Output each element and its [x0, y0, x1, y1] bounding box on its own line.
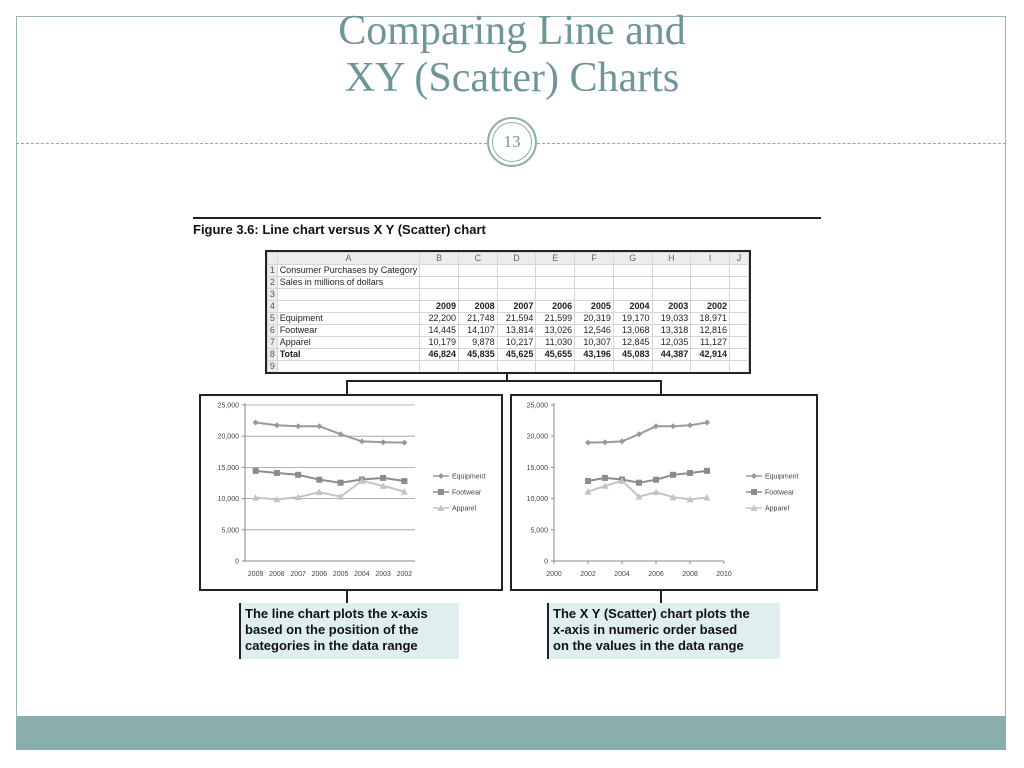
- data-point: [253, 419, 259, 425]
- y-tick-label: 10,000: [526, 496, 548, 504]
- column-header[interactable]: H: [652, 253, 691, 265]
- table-cell[interactable]: [458, 361, 497, 373]
- row-header[interactable]: 8: [268, 349, 278, 361]
- x-tick-label: 2002: [580, 571, 596, 578]
- data-point: [295, 423, 301, 429]
- line-callout-line-2: based on the position of the: [245, 622, 419, 637]
- x-tick-label: 2003: [375, 571, 391, 578]
- y-tick-label: 25,000: [526, 402, 548, 410]
- table-cell[interactable]: 10,179: [420, 337, 459, 349]
- table-cell[interactable]: [458, 265, 497, 277]
- data-point: [295, 472, 301, 478]
- table-cell[interactable]: [613, 265, 652, 277]
- table-cell[interactable]: [575, 289, 614, 301]
- slide-title: [0, 8, 1024, 102]
- scatter-callout-line-1: The X Y (Scatter) chart plots the: [553, 606, 750, 621]
- table-cell[interactable]: Total: [277, 349, 420, 361]
- y-tick-label: 0: [544, 558, 548, 566]
- row-header[interactable]: 2: [268, 277, 278, 289]
- table-cell[interactable]: Footwear: [277, 325, 420, 337]
- data-point: [653, 477, 659, 483]
- y-tick-label: 5,000: [221, 527, 239, 535]
- table-cell[interactable]: [277, 289, 420, 301]
- table-cell[interactable]: [730, 325, 749, 337]
- data-point: [359, 438, 365, 444]
- table-row: [268, 337, 749, 349]
- table-cell[interactable]: 20,319: [575, 313, 614, 325]
- table-cell[interactable]: 21,599: [536, 313, 575, 325]
- table-cell[interactable]: 2008: [458, 301, 497, 313]
- column-header[interactable]: B: [420, 253, 459, 265]
- table-cell[interactable]: [730, 289, 749, 301]
- table-cell[interactable]: 18,971: [691, 313, 730, 325]
- line-chart-panel: [199, 394, 503, 591]
- x-tick-label: 2006: [311, 571, 328, 578]
- bracket-right-leg: [660, 380, 662, 394]
- table-row: [268, 361, 749, 373]
- legend-marker: [438, 473, 444, 479]
- series-line: [256, 481, 405, 500]
- x-tick-label: 2008: [269, 571, 285, 578]
- table-cell[interactable]: [730, 265, 749, 277]
- column-header[interactable]: J: [730, 253, 749, 265]
- table-cell[interactable]: [613, 277, 652, 289]
- table-cell[interactable]: 13,814: [497, 325, 536, 337]
- data-point: [401, 440, 407, 446]
- table-cell[interactable]: [497, 277, 536, 289]
- table-cell[interactable]: 45,083: [613, 349, 652, 361]
- scatter-callout-line-3: on the values in the data range: [553, 638, 744, 653]
- row-header[interactable]: 3: [268, 289, 278, 301]
- plot-area: [218, 403, 415, 579]
- figure-title: Figure 3.6: Line chart versus X Y (Scatter) chart: [193, 222, 486, 237]
- column-header[interactable]: F: [575, 253, 614, 265]
- table-cell[interactable]: 9,878: [458, 337, 497, 349]
- table-cell[interactable]: 10,217: [497, 337, 536, 349]
- scatter-callout-connector: [660, 591, 662, 603]
- table-cell[interactable]: 21,594: [497, 313, 536, 325]
- line-chart: [201, 396, 501, 589]
- legend: [433, 473, 486, 513]
- data-point: [687, 422, 693, 428]
- legend-marker: [751, 473, 757, 479]
- table-cell[interactable]: [420, 361, 459, 373]
- line-chart-callout: [239, 603, 459, 659]
- table-cell[interactable]: [652, 277, 691, 289]
- column-header[interactable]: D: [497, 253, 536, 265]
- table-cell[interactable]: [730, 337, 749, 349]
- table-cell[interactable]: [536, 289, 575, 301]
- sheet-corner-cell[interactable]: [268, 253, 278, 265]
- table-cell[interactable]: 2003: [652, 301, 691, 313]
- legend-label: Equipment: [765, 473, 799, 481]
- data-point: [602, 439, 608, 445]
- data-point: [585, 478, 591, 484]
- table-row: [268, 325, 749, 337]
- x-tick-label: 2006: [648, 571, 664, 578]
- table-cell[interactable]: [730, 361, 749, 373]
- legend-label: Apparel: [765, 505, 790, 513]
- table-cell[interactable]: Consumer Purchases by Category: [277, 265, 420, 277]
- table-cell[interactable]: 12,816: [691, 325, 730, 337]
- table-cell[interactable]: 12,845: [613, 337, 652, 349]
- data-point: [636, 480, 642, 486]
- table-cell[interactable]: [575, 277, 614, 289]
- series-equipment: [585, 419, 710, 445]
- table-cell[interactable]: [575, 361, 614, 373]
- data-point: [338, 480, 344, 486]
- row-header[interactable]: 1: [268, 265, 278, 277]
- scatter-chart-callout: [547, 603, 780, 659]
- table-row: [268, 301, 749, 313]
- legend-label: Apparel: [452, 505, 477, 513]
- table-cell[interactable]: [730, 313, 749, 325]
- spreadsheet-grid: [267, 252, 749, 373]
- table-cell[interactable]: [497, 265, 536, 277]
- y-tick-label: 20,000: [526, 433, 548, 441]
- legend-marker: [751, 489, 757, 495]
- table-cell[interactable]: 13,318: [652, 325, 691, 337]
- table-cell[interactable]: [652, 361, 691, 373]
- slide-footer-bar: [16, 716, 1006, 750]
- table-cell[interactable]: 2009: [420, 301, 459, 313]
- title-divider-right: [537, 143, 1006, 144]
- row-header[interactable]: 4: [268, 301, 278, 313]
- scatter-chart-panel: [510, 394, 818, 591]
- x-tick-label: 2002: [396, 571, 413, 578]
- data-point: [704, 468, 710, 474]
- table-cell[interactable]: [277, 301, 420, 313]
- table-cell[interactable]: [536, 265, 575, 277]
- data-point: [585, 440, 591, 446]
- x-tick-label: 2008: [682, 571, 698, 578]
- data-point: [274, 470, 280, 476]
- table-cell[interactable]: 21,748: [458, 313, 497, 325]
- slide-number: 13: [492, 122, 532, 162]
- table-cell[interactable]: 2005: [575, 301, 614, 313]
- table-cell[interactable]: [691, 265, 730, 277]
- table-cell[interactable]: 14,445: [420, 325, 459, 337]
- data-point: [401, 478, 407, 484]
- data-point: [253, 468, 259, 474]
- y-tick-label: 20,000: [217, 433, 239, 441]
- row-header[interactable]: 9: [268, 361, 278, 373]
- data-point: [670, 472, 676, 478]
- y-tick-label: 15,000: [217, 464, 239, 472]
- table-cell[interactable]: [420, 265, 459, 277]
- table-cell[interactable]: [730, 301, 749, 313]
- bracket-left-leg: [346, 380, 348, 394]
- table-cell[interactable]: 2006: [536, 301, 575, 313]
- table-cell[interactable]: [652, 265, 691, 277]
- spreadsheet-data-range: [265, 250, 751, 374]
- table-cell[interactable]: 46,824: [420, 349, 459, 361]
- table-row: [268, 265, 749, 277]
- column-header[interactable]: E: [536, 253, 575, 265]
- y-tick-label: 0: [235, 558, 239, 566]
- table-cell[interactable]: [691, 289, 730, 301]
- table-cell[interactable]: 19,033: [652, 313, 691, 325]
- table-row: [268, 349, 749, 361]
- y-tick-label: 10,000: [217, 496, 239, 504]
- line-callout-line-1: The line chart plots the x-axis: [245, 606, 428, 621]
- series-footwear: [253, 468, 408, 486]
- table-cell[interactable]: [730, 277, 749, 289]
- table-cell[interactable]: 2007: [497, 301, 536, 313]
- table-cell[interactable]: 13,026: [536, 325, 575, 337]
- table-cell[interactable]: [277, 361, 420, 373]
- column-header[interactable]: I: [691, 253, 730, 265]
- table-cell[interactable]: [652, 289, 691, 301]
- table-cell[interactable]: [730, 349, 749, 361]
- table-cell[interactable]: [536, 277, 575, 289]
- table-cell[interactable]: [613, 361, 652, 373]
- plot-area: [527, 403, 732, 579]
- data-point: [316, 477, 322, 483]
- row-header[interactable]: 5: [268, 313, 278, 325]
- legend-marker: [438, 489, 444, 495]
- table-cell[interactable]: 13,068: [613, 325, 652, 337]
- slide-title-line-1: Comparing Line and: [338, 8, 686, 54]
- y-tick-label: 5,000: [530, 527, 548, 535]
- title-divider-left: [16, 143, 487, 144]
- table-cell[interactable]: 11,030: [536, 337, 575, 349]
- y-tick-label: 15,000: [526, 464, 548, 472]
- table-cell[interactable]: 12,546: [575, 325, 614, 337]
- table-cell[interactable]: 12,035: [652, 337, 691, 349]
- row-header[interactable]: 7: [268, 337, 278, 349]
- table-cell[interactable]: [497, 361, 536, 373]
- table-cell[interactable]: [691, 361, 730, 373]
- data-point: [380, 475, 386, 481]
- data-point: [380, 439, 386, 445]
- table-cell[interactable]: [536, 361, 575, 373]
- legend-label: Equipment: [452, 473, 486, 481]
- series-footwear: [585, 468, 710, 486]
- table-cell[interactable]: 2004: [613, 301, 652, 313]
- table-cell[interactable]: Apparel: [277, 337, 420, 349]
- slide-number-badge: [487, 117, 537, 167]
- figure-top-rule: [193, 217, 821, 219]
- table-cell[interactable]: Sales in millions of dollars: [277, 277, 420, 289]
- table-cell[interactable]: 43,196: [575, 349, 614, 361]
- table-cell[interactable]: [613, 289, 652, 301]
- bracket-horizontal: [346, 380, 662, 382]
- x-tick-label: 2004: [354, 571, 370, 578]
- line-callout-connector: [346, 591, 348, 603]
- series-equipment: [253, 419, 408, 445]
- table-row: [268, 289, 749, 301]
- scatter-chart: [512, 396, 816, 589]
- x-tick-label: 2000: [546, 571, 562, 578]
- column-header[interactable]: G: [613, 253, 652, 265]
- column-header[interactable]: C: [458, 253, 497, 265]
- table-cell[interactable]: 10,307: [575, 337, 614, 349]
- line-callout-line-3: categories in the data range: [245, 638, 418, 653]
- table-row: [268, 277, 749, 289]
- data-point: [653, 423, 659, 429]
- table-cell[interactable]: [458, 277, 497, 289]
- table-cell[interactable]: 11,127: [691, 337, 730, 349]
- x-tick-label: 2009: [247, 571, 264, 578]
- table-cell[interactable]: [691, 277, 730, 289]
- legend-label: Footwear: [765, 489, 795, 497]
- data-point: [316, 423, 322, 429]
- column-header-row: [268, 253, 749, 265]
- x-tick-label: 2004: [614, 571, 630, 578]
- table-cell[interactable]: 19,170: [613, 313, 652, 325]
- table-cell[interactable]: 44,387: [652, 349, 691, 361]
- x-tick-label: 2010: [716, 571, 732, 578]
- data-point: [619, 438, 625, 444]
- table-cell[interactable]: Equipment: [277, 313, 420, 325]
- data-point: [687, 470, 693, 476]
- table-cell[interactable]: 14,107: [458, 325, 497, 337]
- data-point: [704, 419, 710, 425]
- y-tick-label: 25,000: [217, 402, 239, 410]
- data-point: [670, 423, 676, 429]
- x-tick-label: 2005: [332, 571, 349, 578]
- table-cell[interactable]: [458, 289, 497, 301]
- table-cell[interactable]: 22,200: [420, 313, 459, 325]
- data-point: [274, 422, 280, 428]
- series-line: [588, 481, 707, 500]
- table-cell[interactable]: 45,625: [497, 349, 536, 361]
- table-cell[interactable]: 45,835: [458, 349, 497, 361]
- table-row: [268, 313, 749, 325]
- table-cell[interactable]: [420, 277, 459, 289]
- table-cell[interactable]: [497, 289, 536, 301]
- row-header[interactable]: 6: [268, 325, 278, 337]
- table-cell[interactable]: 2002: [691, 301, 730, 313]
- data-point: [602, 475, 608, 481]
- column-header[interactable]: A: [277, 253, 420, 265]
- scatter-callout-line-2: x-axis in numeric order based: [553, 622, 738, 637]
- slide-title-line-2: XY (Scatter) Charts: [344, 55, 680, 101]
- legend-label: Footwear: [452, 489, 482, 497]
- table-cell[interactable]: 42,914: [691, 349, 730, 361]
- x-tick-label: 2007: [290, 571, 306, 578]
- table-cell[interactable]: [575, 265, 614, 277]
- table-cell[interactable]: [420, 289, 459, 301]
- table-cell[interactable]: 45,655: [536, 349, 575, 361]
- legend: [746, 473, 799, 513]
